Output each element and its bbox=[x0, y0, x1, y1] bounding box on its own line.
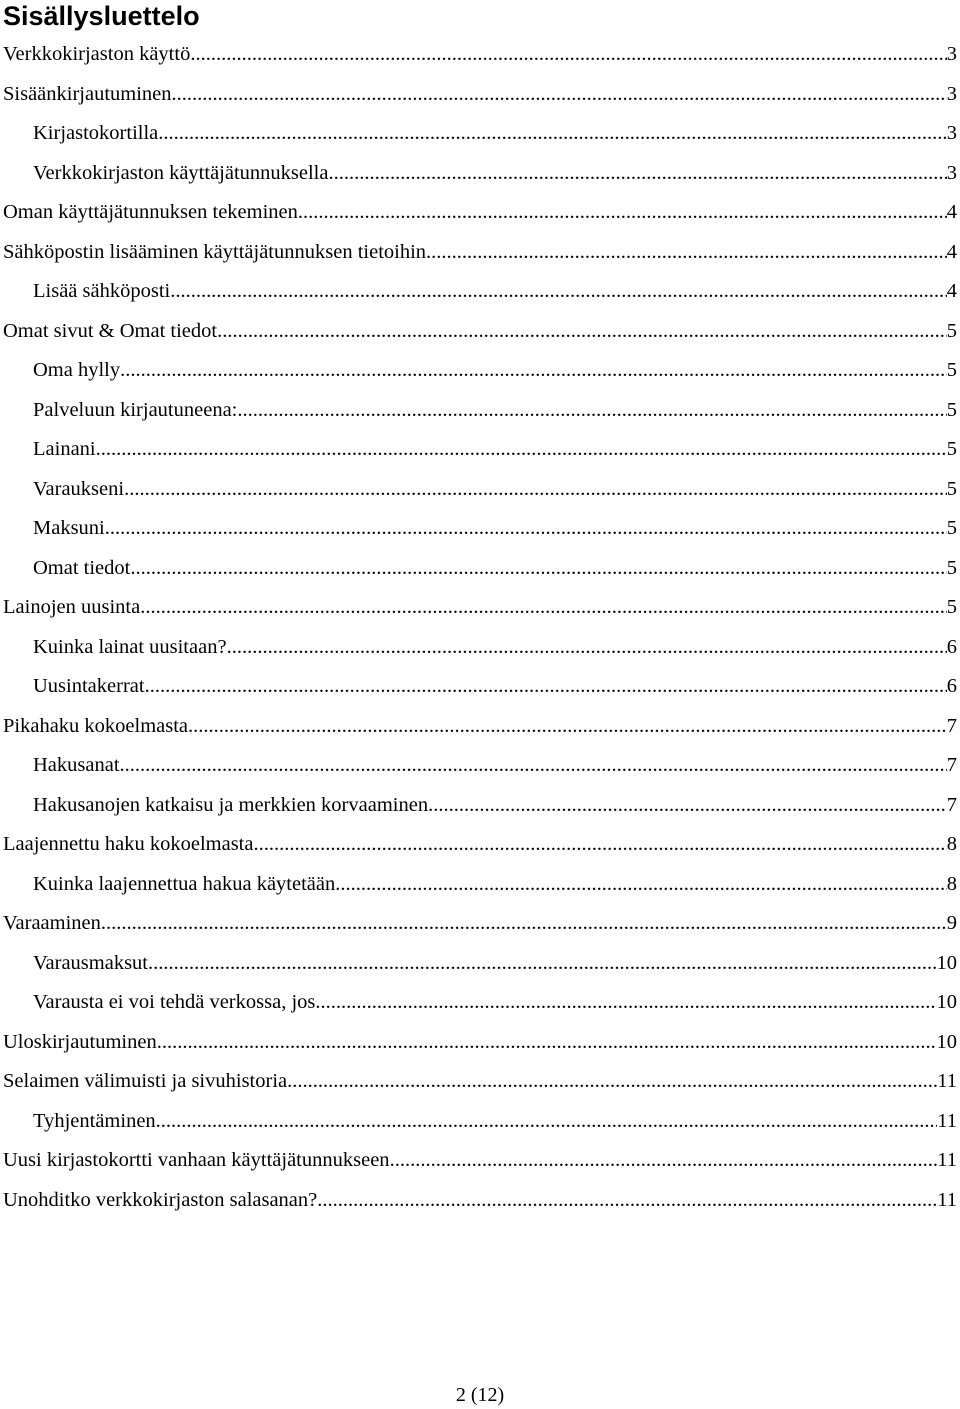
toc-entry[interactable] bbox=[0, 825, 957, 865]
toc-leader-dots bbox=[315, 983, 936, 1023]
toc-entry[interactable] bbox=[0, 667, 957, 707]
toc-leader-dots bbox=[157, 1023, 937, 1063]
toc-entry-page: 8 bbox=[946, 872, 957, 895]
toc-entry[interactable] bbox=[0, 628, 957, 668]
toc-entry-page: 5 bbox=[946, 319, 957, 342]
toc-leader-dots bbox=[253, 825, 946, 865]
toc-entry[interactable] bbox=[0, 1181, 957, 1221]
toc-leader-dots bbox=[298, 193, 947, 233]
toc-entry[interactable] bbox=[0, 786, 957, 826]
toc-entry[interactable] bbox=[0, 1023, 957, 1063]
toc-entry[interactable] bbox=[0, 312, 957, 352]
toc-entry-title: Uusi kirjastokortti vanhaan käyttäjätunnukseen bbox=[3, 1149, 390, 1171]
toc-entry-title: Pikahaku kokoelmasta bbox=[3, 714, 189, 737]
toc-leader-dots bbox=[328, 154, 946, 194]
toc-leader-dots bbox=[124, 470, 947, 510]
toc-entry[interactable] bbox=[0, 470, 957, 510]
toc-entry-title: Verkkokirjaston käyttö bbox=[3, 43, 191, 65]
toc-entry-title: Hakusanojen katkaisu ja merkkien korvaaminen bbox=[33, 793, 429, 816]
toc-entry[interactable] bbox=[0, 233, 957, 273]
toc-entry[interactable] bbox=[0, 983, 957, 1023]
toc-entry-page: 5 bbox=[946, 556, 957, 579]
toc-leader-dots bbox=[145, 667, 947, 707]
toc-entry-title: Varaukseni bbox=[33, 477, 125, 500]
toc-leader-dots bbox=[188, 707, 947, 747]
toc-leader-dots bbox=[227, 628, 947, 668]
toc-entry[interactable] bbox=[0, 193, 957, 233]
toc-leader-dots bbox=[287, 1062, 937, 1102]
toc-entry-page: 6 bbox=[946, 675, 957, 697]
toc-entry-page: 10 bbox=[936, 951, 957, 974]
toc-entry-page: 3 bbox=[946, 82, 957, 105]
toc-entry[interactable] bbox=[0, 35, 957, 75]
toc-entry-page: 4 bbox=[946, 201, 957, 223]
toc-leader-dots bbox=[105, 509, 947, 549]
toc-entry-title: Lisää sähköposti bbox=[33, 280, 171, 302]
toc-entry-page: 4 bbox=[946, 280, 957, 302]
toc-entry[interactable] bbox=[0, 944, 957, 984]
toc-entry-page: 5 bbox=[946, 596, 957, 618]
toc-leader-dots bbox=[156, 1102, 938, 1142]
toc-entry-title: Tyhjentäminen bbox=[33, 1109, 156, 1132]
page-title: Sisällysluettelo bbox=[3, 1, 200, 31]
toc-leader-dots bbox=[426, 233, 947, 273]
toc-entry-page: 3 bbox=[946, 161, 957, 184]
toc-entry[interactable] bbox=[0, 865, 957, 905]
toc-entry-title: Maksuni bbox=[33, 517, 105, 539]
toc-entry[interactable] bbox=[0, 391, 957, 431]
toc-entry-title: Unohditko verkkokirjaston salasanan? bbox=[3, 1188, 318, 1211]
toc-leader-dots bbox=[148, 944, 936, 984]
toc-entry-title: Varaaminen bbox=[3, 912, 101, 934]
toc-entry-page: 5 bbox=[946, 477, 957, 500]
toc-entry-page: 3 bbox=[946, 43, 957, 65]
toc-entry-title: Selaimen välimuisti ja sivuhistoria bbox=[3, 1070, 288, 1092]
toc-entry-title: Sisäänkirjautuminen bbox=[3, 82, 172, 105]
toc-entry-page: 5 bbox=[946, 398, 957, 421]
toc-leader-dots bbox=[428, 786, 947, 826]
toc-entry-page: 6 bbox=[946, 635, 957, 658]
page-number: 2 (12) bbox=[455, 1384, 505, 1406]
toc-leader-dots bbox=[335, 865, 947, 905]
toc-entry-title: Kuinka laajennettua hakua käytetään bbox=[33, 872, 336, 895]
toc-entry[interactable] bbox=[0, 154, 957, 194]
toc-entry-title: Hakusanat bbox=[33, 754, 120, 776]
toc-entry[interactable] bbox=[0, 1062, 957, 1102]
toc-entry-page: 5 bbox=[946, 359, 957, 381]
toc-entry[interactable] bbox=[0, 1102, 957, 1142]
table-of-contents bbox=[0, 35, 957, 1220]
toc-leader-dots bbox=[158, 114, 946, 154]
toc-entry[interactable] bbox=[0, 272, 957, 312]
toc-entry-page: 9 bbox=[946, 912, 957, 934]
toc-entry[interactable] bbox=[0, 904, 957, 944]
toc-leader-dots bbox=[237, 391, 946, 431]
toc-entry-title: Varausmaksut bbox=[33, 951, 149, 974]
toc-entry-title: Sähköpostin lisääminen käyttäjätunnuksen tietoihin bbox=[3, 240, 427, 263]
toc-entry-page: 11 bbox=[937, 1070, 957, 1092]
toc-entry-page: 11 bbox=[937, 1149, 957, 1171]
toc-entry-page: 11 bbox=[937, 1188, 957, 1211]
toc-leader-dots bbox=[217, 312, 947, 352]
toc-entry-title: Palveluun kirjautuneena: bbox=[33, 398, 238, 421]
toc-entry-title: Uusintakerrat bbox=[33, 675, 145, 697]
toc-entry-page: 10 bbox=[936, 1030, 957, 1053]
toc-leader-dots bbox=[172, 75, 947, 115]
toc-entry-title: Lainani bbox=[33, 438, 96, 460]
toc-leader-dots bbox=[390, 1141, 938, 1181]
toc-entry-page: 7 bbox=[946, 714, 957, 737]
toc-entry-page: 11 bbox=[937, 1109, 957, 1132]
toc-entry-page: 4 bbox=[946, 240, 957, 263]
toc-entry[interactable] bbox=[0, 746, 957, 786]
toc-entry-page: 5 bbox=[946, 438, 957, 460]
toc-leader-dots bbox=[120, 746, 947, 786]
toc-entry[interactable] bbox=[0, 114, 957, 154]
toc-leader-dots bbox=[120, 351, 947, 391]
toc-entry-page: 7 bbox=[946, 793, 957, 816]
toc-entry-title: Lainojen uusinta bbox=[3, 596, 141, 618]
toc-entry[interactable] bbox=[0, 588, 957, 628]
toc-entry-title: Omat tiedot bbox=[33, 556, 131, 579]
toc-entry-page: 7 bbox=[946, 754, 957, 776]
toc-entry[interactable] bbox=[0, 75, 957, 115]
toc-entry-title: Uloskirjautuminen bbox=[3, 1030, 157, 1053]
toc-entry-page: 3 bbox=[946, 122, 957, 144]
toc-leader-dots bbox=[170, 272, 947, 312]
toc-entry-title: Omat sivut & Omat tiedot bbox=[3, 319, 218, 342]
toc-leader-dots bbox=[101, 904, 947, 944]
toc-leader-dots bbox=[317, 1181, 937, 1221]
toc-entry[interactable] bbox=[0, 1141, 957, 1181]
toc-entry-page: 8 bbox=[946, 833, 957, 855]
toc-leader-dots bbox=[140, 588, 947, 628]
toc-entry-page: 10 bbox=[936, 991, 957, 1013]
toc-entry-title: Kuinka lainat uusitaan? bbox=[33, 635, 227, 658]
toc-entry-title: Kirjastokortilla bbox=[33, 122, 159, 144]
toc-entry[interactable] bbox=[0, 430, 957, 470]
toc-entry-title: Oman käyttäjätunnuksen tekeminen bbox=[3, 201, 298, 223]
toc-leader-dots bbox=[130, 549, 946, 589]
toc-entry[interactable] bbox=[0, 509, 957, 549]
toc-entry[interactable] bbox=[0, 707, 957, 747]
toc-leader-dots bbox=[96, 430, 947, 470]
toc-entry-title: Laajennettu haku kokoelmasta bbox=[3, 833, 254, 855]
toc-entry[interactable] bbox=[0, 351, 957, 391]
toc-entry-title: Verkkokirjaston käyttäjätunnuksella bbox=[33, 161, 329, 184]
toc-leader-dots bbox=[190, 35, 946, 75]
toc-entry-title: Varausta ei voi tehdä verkossa, jos bbox=[33, 991, 316, 1013]
toc-entry[interactable] bbox=[0, 549, 957, 589]
toc-entry-title: Oma hylly bbox=[33, 359, 121, 381]
toc-entry-page: 5 bbox=[946, 517, 957, 539]
